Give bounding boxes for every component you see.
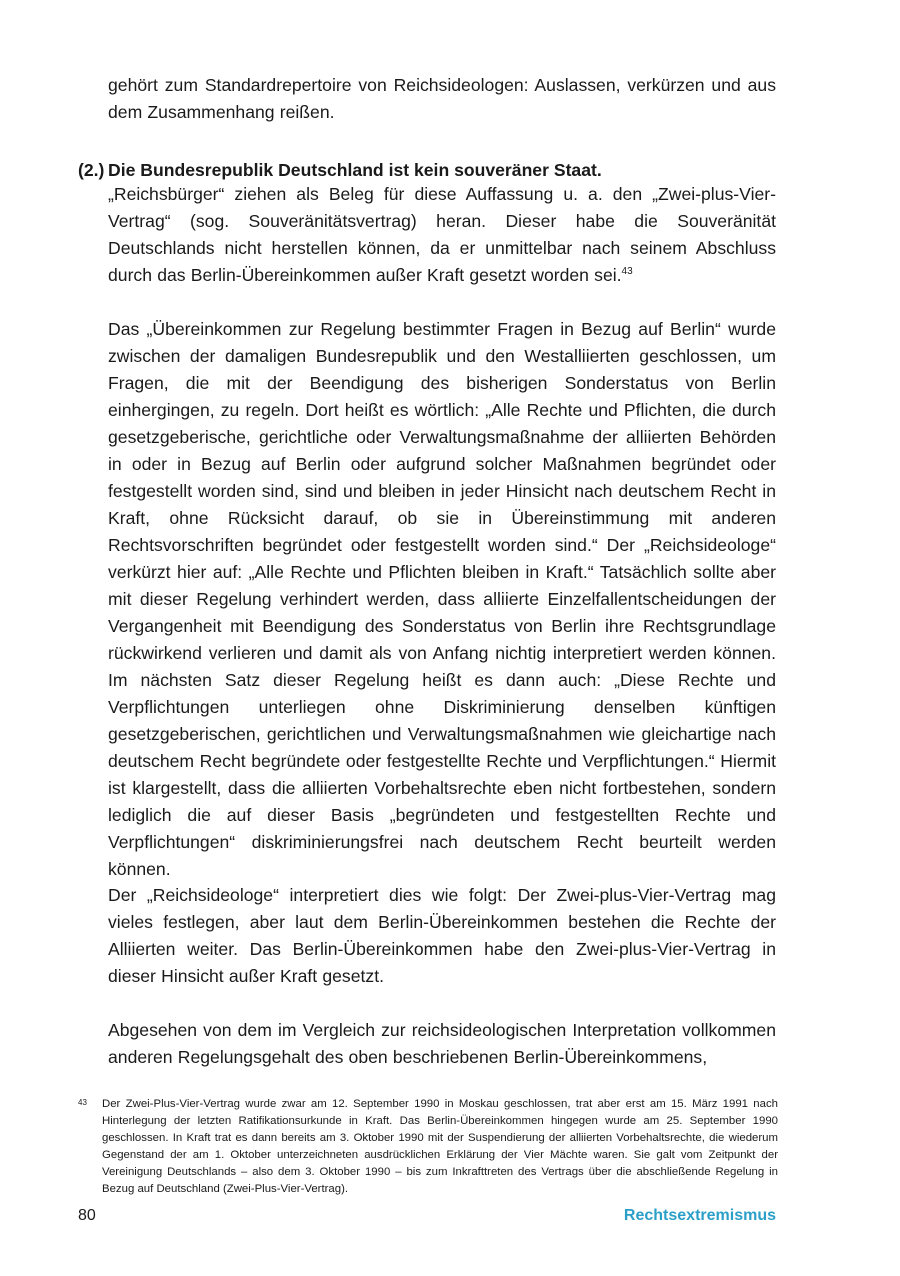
running-title: Rechtsextremismus — [623, 1207, 776, 1224]
footnote-reference[interactable]: 43 — [621, 266, 633, 278]
section-paragraph-1 — [108, 181, 776, 289]
section-paragraph-3: Der „Reichsideologe“ interpretiert dies wie folgt: Der Zwei-plus-Vier-Vertrag mag vieles festlegen, aber laut dem Berlin-Übereinkommen bestehen die Rechte der Alliierten weiter. Das Berlin-Übereinkommen habe den Zwei-plus-Vier-Vertrag in dieser Hinsicht außer Kraft gesetzt. — [108, 885, 776, 986]
footnote — [78, 1096, 778, 1198]
section-paragraph-2: Das „Übereinkommen zur Regelung bestimmter Fragen in Bezug auf Berlin“ wurde zwischen der damaligen Bundesrepublik und den Westalliierten geschlossen, um Fragen, die mit der Beendigung des bisherigen Sonderstatus von Berlin einhergingen, zu regeln. Dort heißt es wörtlich: „Alle Rechte und Pflichten, die durch gesetzgeberische, gerichtliche oder Verwaltungsmaßnahme der alliierten Behörden in oder in Bezug auf Berlin oder aufgrund solcher Maßnahmen begründet oder festgestellt worden sind, sind und bleiben in jeder Hinsicht nach deutschem Recht in Kraft, ohne Rücksicht darauf, ob sie in Übereinstimmung mit anderen Rechtsvorschriften begründet oder festgestellt worden sind.“ Der „Reichsideologe“ verkürzt hier auf: „Alle Rechte und Pflichten bleiben in Kraft.“ Tatsächlich sollte aber mit dieser Regelung verhindert werden, dass alliierte Einzelfallentscheidungen der Vergangenheit mit Beendigung des Sonderstatus von Berlin ihre Rechtsgrundlage rückwirkend verlieren und damit als von Anfang nichtig interpretiert werden können. Im nächsten Satz dieser Regelung heißt es dann auch: „Diese Rechte und Verpflichtungen unterliegen ohne Diskriminierung denselben künftigen gesetzgeberischen, gerichtlichen und Verwaltungsmaßnahmen wie gleichartige nach deutschem Recht begründete oder festgestellte Rechte und Verpflichtungen.“ Hiermit ist klargestellt, dass die alliierten Vorbehaltsrechte eben nicht fortbestehen, sondern lediglich die auf dieser Basis „begründeten und festgestellten Rechte und Verpflichtungen“ diskriminierungsfrei nach deutschem Recht beurteilt werden können. — [108, 319, 776, 879]
section-paragraph-1-text: „Reichsbürger“ ziehen als Beleg für diese Auffassung u. a. den „Zwei-plus-Vier-Vertrag“ (sog. Souveränitätsvertrag) heran. Dieser habe die Souveränität Deutschlands nicht herstellen können, da er unmittelbar nach seinem Abschluss durch das Berlin-Übereinkommen außer Kraft gesetzt worden sei. — [108, 184, 776, 285]
footnote-text: Der Zwei-Plus-Vier-Vertrag wurde zwar am 12. September 1990 in Moskau geschlossen, trat aber erst am 15. März 1991 nach Hinterlegung der letzten Ratifikationsurkunde in Kraft. Das Berlin-Übereinkommen hingegen wurde am 25. September 1990 geschlossen. In Kraft trat es dann bereits am 3. Oktober 1990 mit der Suspendierung der alliierten Vorbehaltsrechte, die wiederum Gegenstand der am 1. Oktober unterzeichneten ausdrücklichen Erklärung der Vier Mächte waren. Sie galt vom Zeitpunkt der Vereinigung Deutschlands – also dem 3. Oktober 1990 – bis zum Inkrafttreten des Vertrags über die abschließende Regelung in Bezug auf Deutschland (Zwei-Plus-Vier-Vertrag). — [102, 1098, 778, 1195]
intro-paragraph: gehört zum Standardrepertoire von Reichsideologen: Auslassen, verkürzen und aus dem Zusammenhang reißen. — [108, 75, 776, 122]
section-title: Die Bundesrepublik Deutschland ist kein souveräner Staat. — [108, 160, 602, 180]
page-number: 80 — [78, 1207, 96, 1224]
section-paragraph-4: Abgesehen von dem im Vergleich zur reichsideologischen Interpretation vollkommen anderen Regelungsgehalt des oben beschriebenen Berlin-Übereinkommens, — [108, 1020, 776, 1067]
footnote-mark: 43 — [78, 1098, 87, 1107]
section-heading — [78, 157, 778, 184]
section-number: (2.) — [78, 160, 105, 180]
